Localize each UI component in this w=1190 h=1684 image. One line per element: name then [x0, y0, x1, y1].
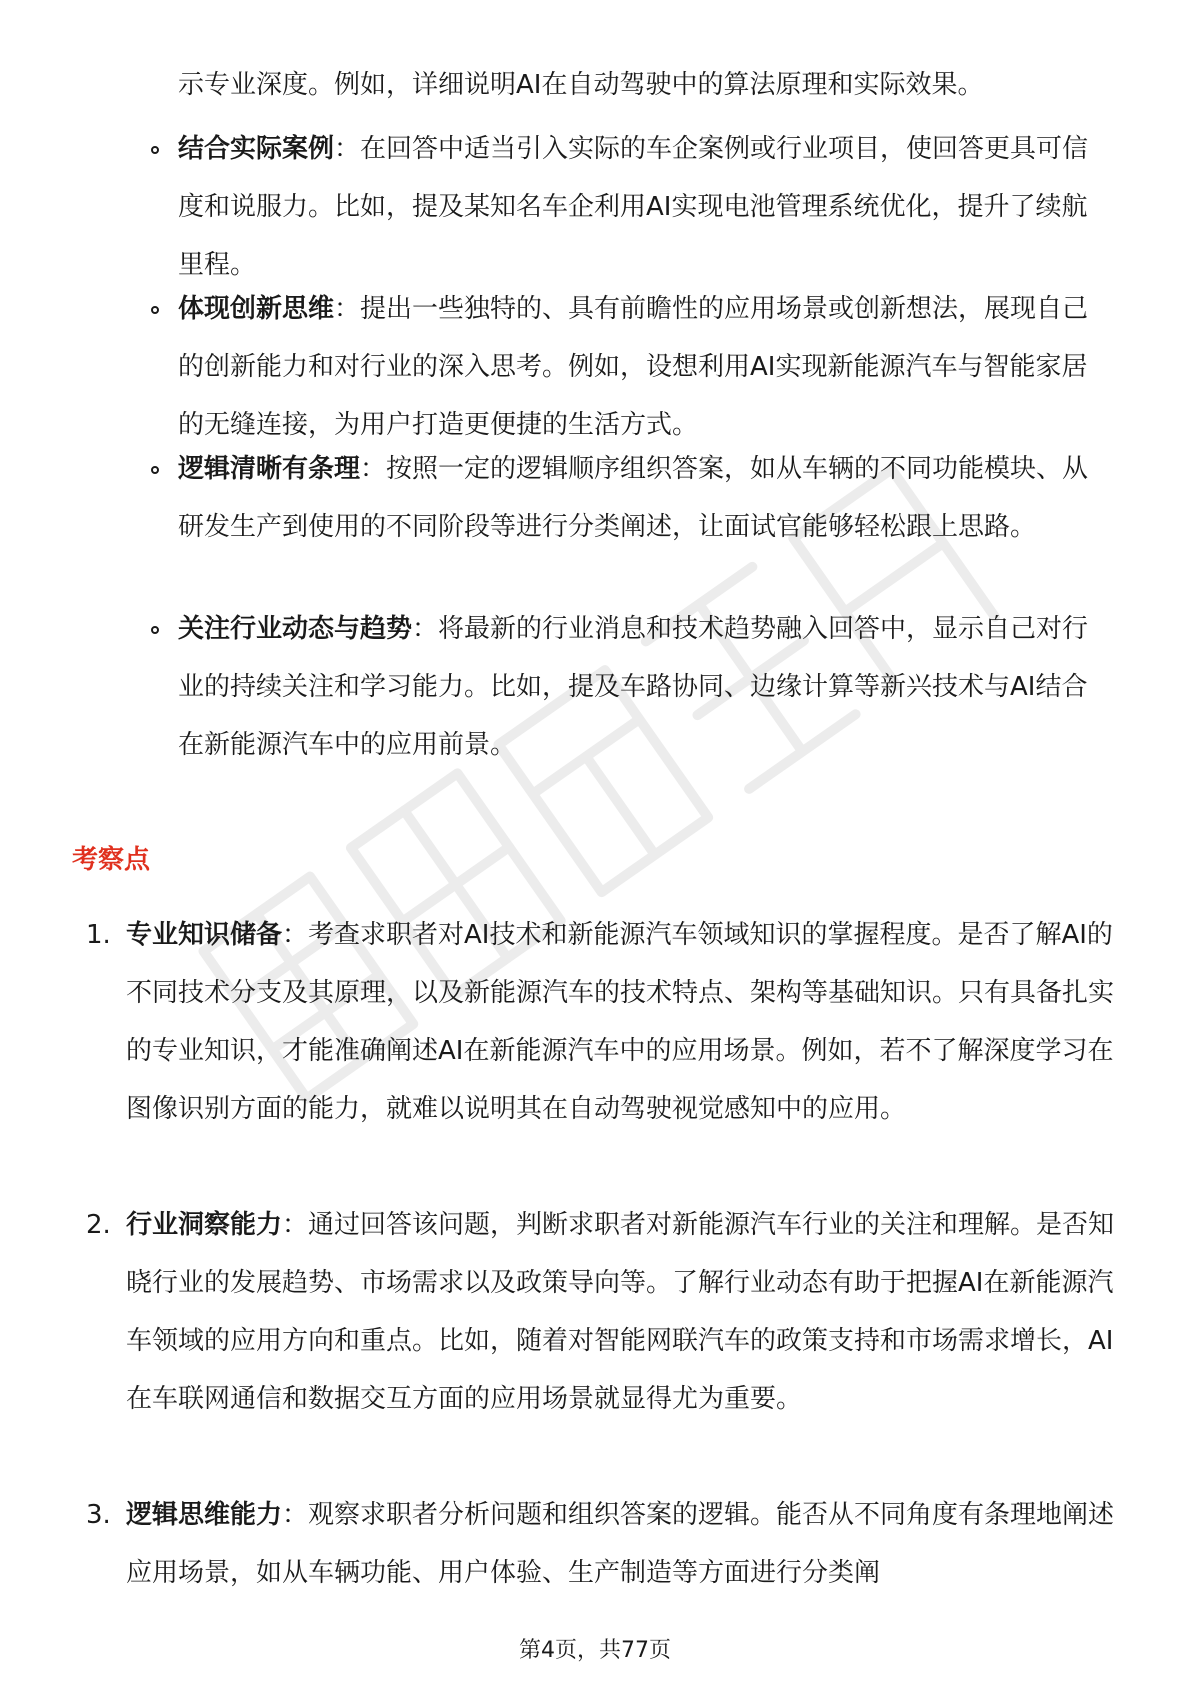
intro-continuation: 示专业深度。例如，详细说明AI在自动驾驶中的算法原理和实际效果。 — [178, 70, 984, 100]
point-body — [126, 906, 1116, 1138]
tip-text: ：将最新的行业消息和技术趋势融入回答中，显示自己对行业的持续关注和学习能力。比如，提及车路协同、边缘计算等新兴技术与AI结合在新能源汽车中的应用前景。 — [178, 614, 1089, 760]
hollow-bullet-icon — [151, 466, 159, 474]
point-body — [126, 1196, 1116, 1428]
tips-list — [0, 120, 1190, 760]
tip-item — [0, 600, 1190, 760]
point-text: ：通过回答该问题，判断求职者对新能源汽车行业的关注和理解。是否知晓行业的发展趋势、市场需求以及政策导向等。了解行业动态有助于把握AI在新能源汽车领域的应用方向和重点。比如，随着对智能网联汽车的政策支持和市场需求增长，AI在车联网通信和数据交互方面的应用场景就显得尤为重要。 — [126, 1210, 1115, 1414]
point-label: 逻辑思维能力 — [126, 1500, 283, 1530]
tip-item — [0, 280, 1190, 440]
hollow-bullet-icon — [151, 306, 159, 314]
tip-body — [178, 120, 1108, 294]
point-body — [126, 1486, 1116, 1602]
tip-body — [178, 600, 1108, 774]
assessment-point — [0, 906, 1190, 1196]
page-footer: 第4页，共77页 — [519, 1638, 671, 1663]
point-number: 3. — [86, 1500, 111, 1530]
point-number: 1. — [86, 920, 111, 950]
point-number: 2. — [86, 1210, 111, 1240]
tip-text: ：在回答中适当引入实际的车企案例或行业项目，使回答更具可信度和说服力。比如，提及某知名车企利用AI实现电池管理系统优化，提升了续航里程。 — [178, 134, 1089, 280]
hollow-bullet-icon — [151, 146, 159, 154]
tip-body — [178, 280, 1108, 454]
assessment-points-list — [0, 906, 1190, 1602]
tip-label: 逻辑清晰有条理 — [178, 454, 361, 484]
tip-text: ：提出一些独特的、具有前瞻性的应用场景或创新想法，展现自己的创新能力和对行业的深入思考。例如，设想利用AI实现新能源汽车与智能家居的无缝连接，为用户打造更便捷的生活方式。 — [178, 294, 1089, 440]
assessment-point — [0, 1196, 1190, 1486]
tip-label: 体现创新思维 — [178, 294, 335, 324]
hollow-bullet-icon — [151, 626, 159, 634]
section-title: 考察点 — [72, 845, 151, 875]
point-label: 行业洞察能力 — [126, 1210, 283, 1240]
tip-item — [0, 440, 1190, 600]
point-text: ：观察求职者分析问题和组织答案的逻辑。能否从不同角度有条理地阐述应用场景，如从车辆功能、用户体验、生产制造等方面进行分类阐 — [126, 1500, 1115, 1588]
point-label: 专业知识储备 — [126, 920, 283, 950]
tip-body — [178, 440, 1108, 556]
point-text: ：考查求职者对AI技术和新能源汽车领域知识的掌握程度。是否了解AI的不同技术分支及其原理，以及新能源汽车的技术特点、架构等基础知识。只有具备扎实的专业知识，才能准确阐述AI在新能源汽车中的应用场景。例如，若不了解深度学习在图像识别方面的能力，就难以说明其在自动驾驶视觉感知中的应用。 — [126, 920, 1115, 1124]
tip-label: 结合实际案例 — [178, 134, 335, 164]
tip-text: ：按照一定的逻辑顺序组织答案，如从车辆的不同功能模块、从研发生产到使用的不同阶段等进行分类阐述，让面试官能够轻松跟上思路。 — [178, 454, 1089, 542]
tip-item — [0, 120, 1190, 280]
tip-label: 关注行业动态与趋势 — [178, 614, 413, 644]
assessment-point — [0, 1486, 1190, 1602]
